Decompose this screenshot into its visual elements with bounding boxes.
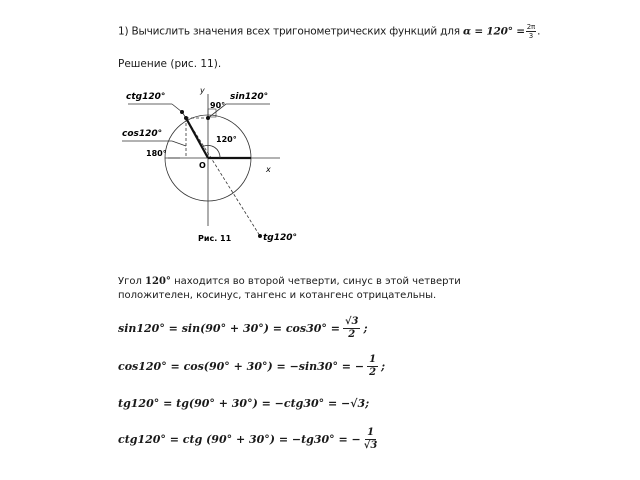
label-sin: sin120° — [230, 92, 269, 102]
formula-cos-tail: ; — [381, 360, 386, 373]
explanation-paragraph — [118, 275, 538, 303]
formula-sin — [118, 316, 368, 341]
formula-cos-left: cos120° = cos(90° + 30°) = −sin30° = − — [118, 360, 365, 373]
sin-point — [206, 116, 210, 120]
paragraph-angle: 120° — [145, 276, 171, 287]
task-frac-den: 3 — [528, 32, 534, 40]
formula-sin-left: sin120° = sin(90° + 30°) = cos30° = — [118, 322, 340, 335]
formula-ctg-num: 1 — [367, 427, 375, 438]
formula-ctg-left: ctg120° = ctg (90° + 30°) = −tg30° = − — [118, 433, 361, 446]
task-statement — [118, 23, 540, 40]
label-180: 180° — [146, 149, 167, 158]
paragraph-text-1: Угол — [118, 276, 146, 287]
label-90: 90° — [210, 101, 226, 110]
formula-sin-tail: ; — [363, 322, 368, 335]
task-suffix: . — [537, 25, 541, 38]
label-120: 120° — [216, 135, 237, 144]
task-prefix: 1) Вычислить значения всех тригонометрических функций для — [118, 25, 463, 38]
paragraph-text-2: находится во второй четверти, синус в этой четверти положителен, косинус, тангенс и котангенс отрицательны. — [118, 276, 461, 301]
formula-cos-den: 2 — [369, 367, 377, 378]
formula-sin-num: √3 — [344, 316, 359, 327]
task-frac-num: 2π — [526, 23, 536, 31]
task-alpha: α = 120° = — [462, 25, 525, 38]
label-origin: O — [199, 161, 206, 170]
formula-tg-text: tg120° = tg(90° + 30°) = −ctg30° = −√3; — [118, 397, 370, 410]
point-120 — [184, 116, 188, 120]
formula-tg — [118, 397, 369, 410]
formula-sin-den: 2 — [348, 329, 356, 340]
label-ctg: ctg120° — [126, 92, 166, 102]
ctg-point — [180, 110, 184, 114]
label-tg: tg120° — [263, 233, 298, 243]
formula-ctg-den: √3 — [363, 440, 378, 451]
solution-label: Решение (рис. 11). — [118, 58, 222, 70]
formula-cos-num: 1 — [369, 354, 377, 365]
tg-point — [258, 234, 262, 238]
label-cos: cos120° — [122, 129, 163, 139]
unit-circle-figure — [110, 84, 310, 249]
formula-ctg-fraction — [364, 427, 378, 452]
formula-ctg — [118, 427, 380, 452]
figure-caption: Рис. 11 — [198, 234, 232, 243]
formula-cos-fraction — [367, 354, 378, 379]
radius-120 — [186, 118, 208, 158]
label-x: x — [266, 165, 271, 174]
task-fraction — [526, 23, 536, 40]
formula-cos — [118, 354, 385, 379]
label-y: y — [200, 86, 205, 95]
cos-leader-diag — [172, 141, 186, 146]
formula-sin-fraction — [343, 316, 361, 341]
